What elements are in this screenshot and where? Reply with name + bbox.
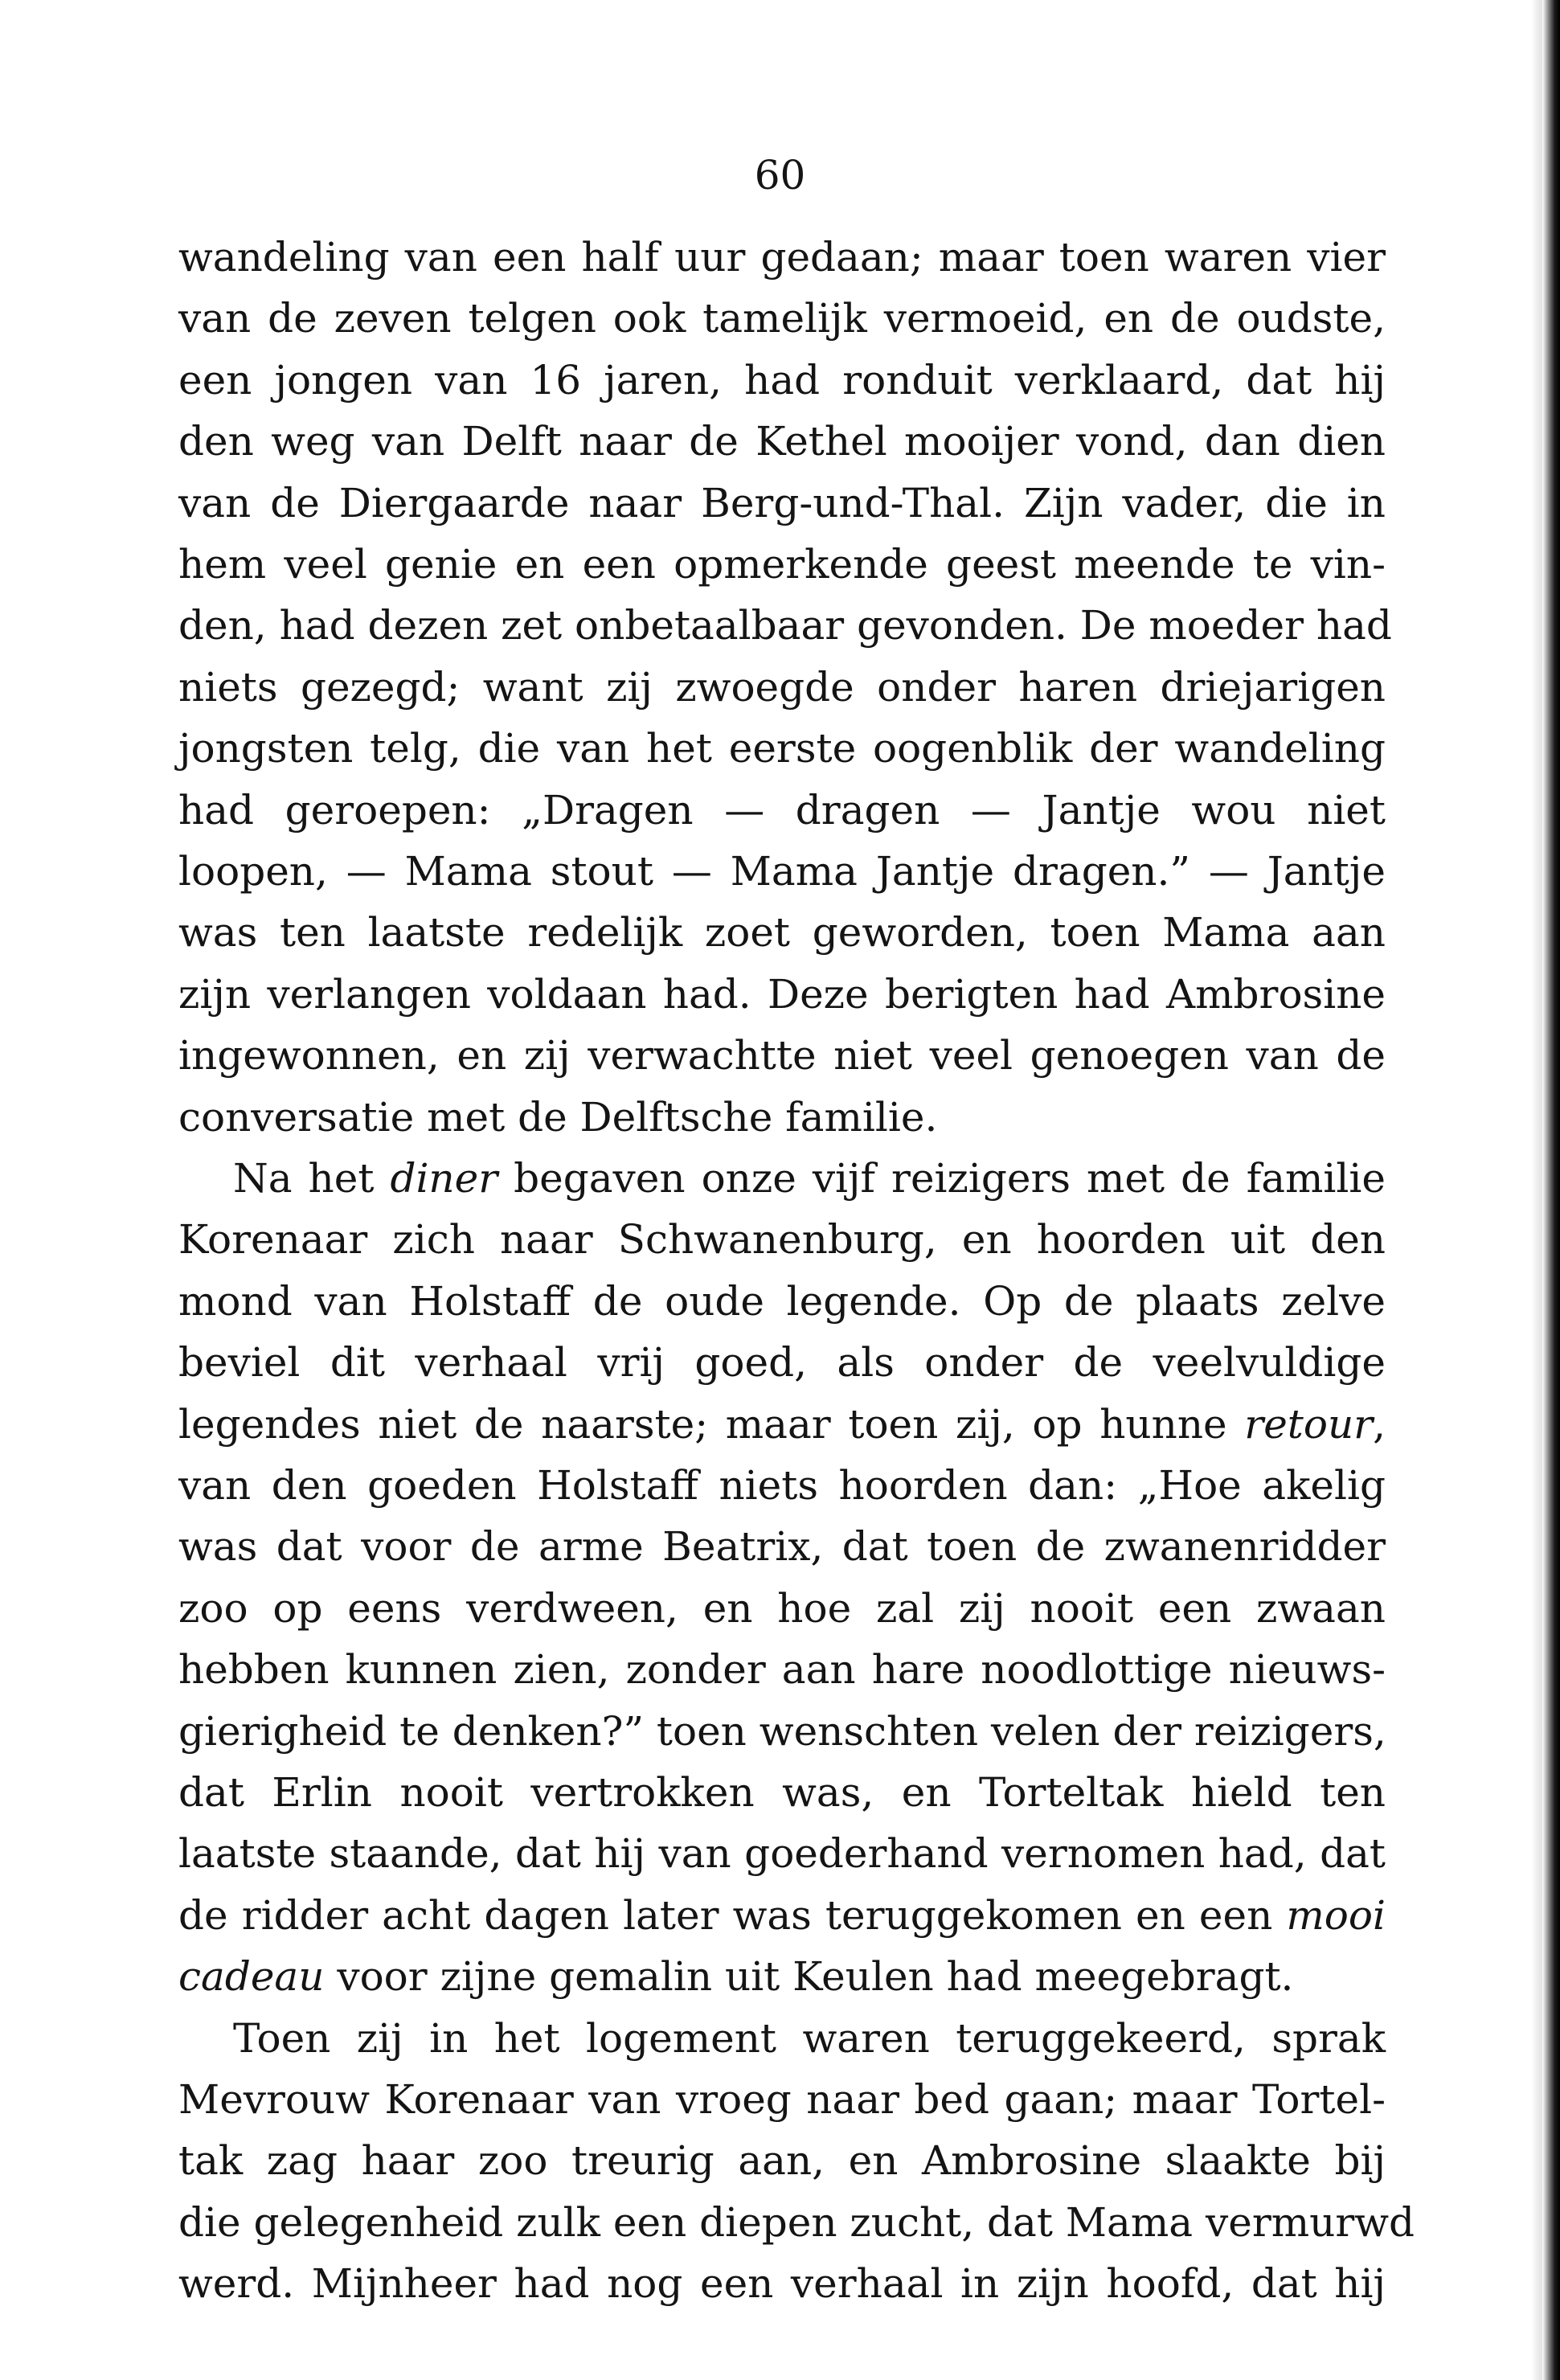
italic-word: mooi: [1286, 1892, 1386, 1939]
line-text: mond van Holstaff de oude legende. Op de plaats zelve: [178, 1278, 1386, 1325]
line-text: was dat voor de arme Beatrix, dat toen de zwanenridder: [178, 1523, 1386, 1570]
line-text: den weg van Delft naar de Kethel mooijer vond, dan dien: [178, 418, 1386, 465]
line-text: van de Diergaarde naar Berg-und-Thal. Zijn vader, die in: [178, 480, 1386, 526]
line-text: hem veel genie en een opmerkende geest meende te vin-: [178, 541, 1386, 588]
line-text: den, had dezen zet onbetaalbaar gevonden. De moeder had: [178, 602, 1392, 649]
text-line: [178, 1026, 1386, 1084]
text-line: [178, 1395, 1386, 1453]
text-line: [178, 2194, 1415, 2251]
line-text: een jongen van 16 jaren, had ronduit verklaard, dat hij: [178, 357, 1386, 403]
text-line: [178, 2071, 1386, 2128]
line-text: beviel dit verhaal vrij goed, als onder de veelvuldige: [178, 1339, 1386, 1386]
text-line: [178, 2255, 1386, 2312]
text-line: [178, 228, 1386, 286]
line-text: de ridder acht dagen later was teruggekomen en een: [178, 1892, 1287, 1939]
line-text: ,: [1373, 1401, 1386, 1448]
text-line: [178, 781, 1386, 839]
line-text: die gelegenheid zulk een diepen zucht, dat Mama vermurwd: [178, 2199, 1415, 2246]
text-line: [178, 1518, 1386, 1575]
text-line: [178, 842, 1386, 900]
text-line: [233, 2009, 1386, 2067]
line-text: zijn verlangen voldaan had. Deze berigten had Ambrosine: [178, 971, 1386, 1018]
italic-word: cadeau: [178, 1953, 325, 2000]
text-line: [178, 719, 1386, 777]
line-text: voor zijne gemalin uit Keulen had meegebragt.: [324, 1953, 1294, 2000]
text-line: [178, 1886, 1386, 1944]
text-line: [178, 1641, 1386, 1698]
text-line: [178, 1825, 1386, 1882]
line-text: jongsten telg, die van het eerste oogenblik der wandeling: [178, 725, 1386, 772]
line-text: gierigheid te denken?” toen wenschten velen der reizigers,: [178, 1708, 1386, 1755]
text-line: [178, 1272, 1386, 1330]
line-text: laatste staande, dat hij van goederhand vernomen had, dat: [178, 1830, 1386, 1877]
italic-word: retour: [1244, 1401, 1374, 1448]
line-text: begaven onze vijf reizigers met de familie: [497, 1155, 1386, 1202]
text-line: [178, 535, 1386, 593]
line-text: zoo op eens verdween, en hoe zal zij nooit een zwaan: [178, 1585, 1386, 1632]
line-text: dat Erlin nooit vertrokken was, en Torteltak hield ten: [178, 1769, 1386, 1816]
line-text: tak zag haar zoo treurig aan, en Ambrosine slaakte bij: [178, 2137, 1386, 2184]
line-text: wandeling van een half uur gedaan; maar toen waren vier: [178, 234, 1386, 281]
text-line: [178, 2132, 1386, 2190]
text-line: [178, 596, 1392, 654]
text-line: [178, 1333, 1386, 1391]
line-text: van den goeden Holstaff niets hoorden dan: „Hoe akelig: [178, 1462, 1386, 1509]
text-line: [178, 1456, 1386, 1514]
line-text: was ten laatste redelijk zoet geworden, toen Mama aan: [178, 909, 1386, 956]
text-line: [178, 1702, 1386, 1760]
text-line: [233, 1149, 1386, 1207]
line-text: Na het: [233, 1155, 391, 1202]
text-line: [178, 289, 1386, 347]
line-text: had geroepen: „Dragen — dragen — Jantje wou niet: [178, 787, 1386, 834]
text-line: [178, 658, 1386, 716]
line-text: Toen zij in het logement waren teruggekeerd, sprak: [233, 2015, 1386, 2062]
text-line: [178, 351, 1386, 409]
line-text: werd. Mijnheer had nog een verhaal in zijn hoofd, dat hij: [178, 2260, 1386, 2307]
text-line: [178, 1579, 1386, 1637]
text-line: [178, 1210, 1386, 1268]
line-text: Korenaar zich naar Schwanenburg, en hoorden uit den: [178, 1216, 1386, 1263]
binding-edge: [1542, 0, 1560, 2380]
text-line: [178, 412, 1386, 470]
text-line: [178, 903, 1386, 961]
page-number: 60: [754, 152, 806, 199]
line-text: ingewonnen, en zij verwachtte niet veel genoegen van de: [178, 1032, 1386, 1079]
italic-word: diner: [390, 1155, 498, 1202]
binding-shadow: [1531, 0, 1542, 2380]
line-text: niets gezegd; want zij zwoegde onder haren driejarigen: [178, 664, 1386, 711]
text-line: [178, 1763, 1386, 1821]
text-line: [178, 1948, 1386, 2005]
text-line: [178, 474, 1386, 532]
line-text: conversatie met de Delftsche familie.: [178, 1094, 938, 1141]
line-text: van de zeven telgen ook tamelijk vermoeid, en de oudste,: [178, 295, 1386, 342]
line-text: Mevrouw Korenaar van vroeg naar bed gaan; maar Tortel-: [178, 2076, 1386, 2123]
line-text: legendes niet de naarste; maar toen zij, op hunne: [178, 1401, 1245, 1448]
text-line: [178, 1088, 1386, 1146]
line-text: loopen, — Mama stout — Mama Jantje dragen.” — Jantje: [178, 848, 1386, 895]
line-text: hebben kunnen zien, zonder aan hare noodlottige nieuws-: [178, 1646, 1386, 1693]
text-line: [178, 965, 1386, 1023]
